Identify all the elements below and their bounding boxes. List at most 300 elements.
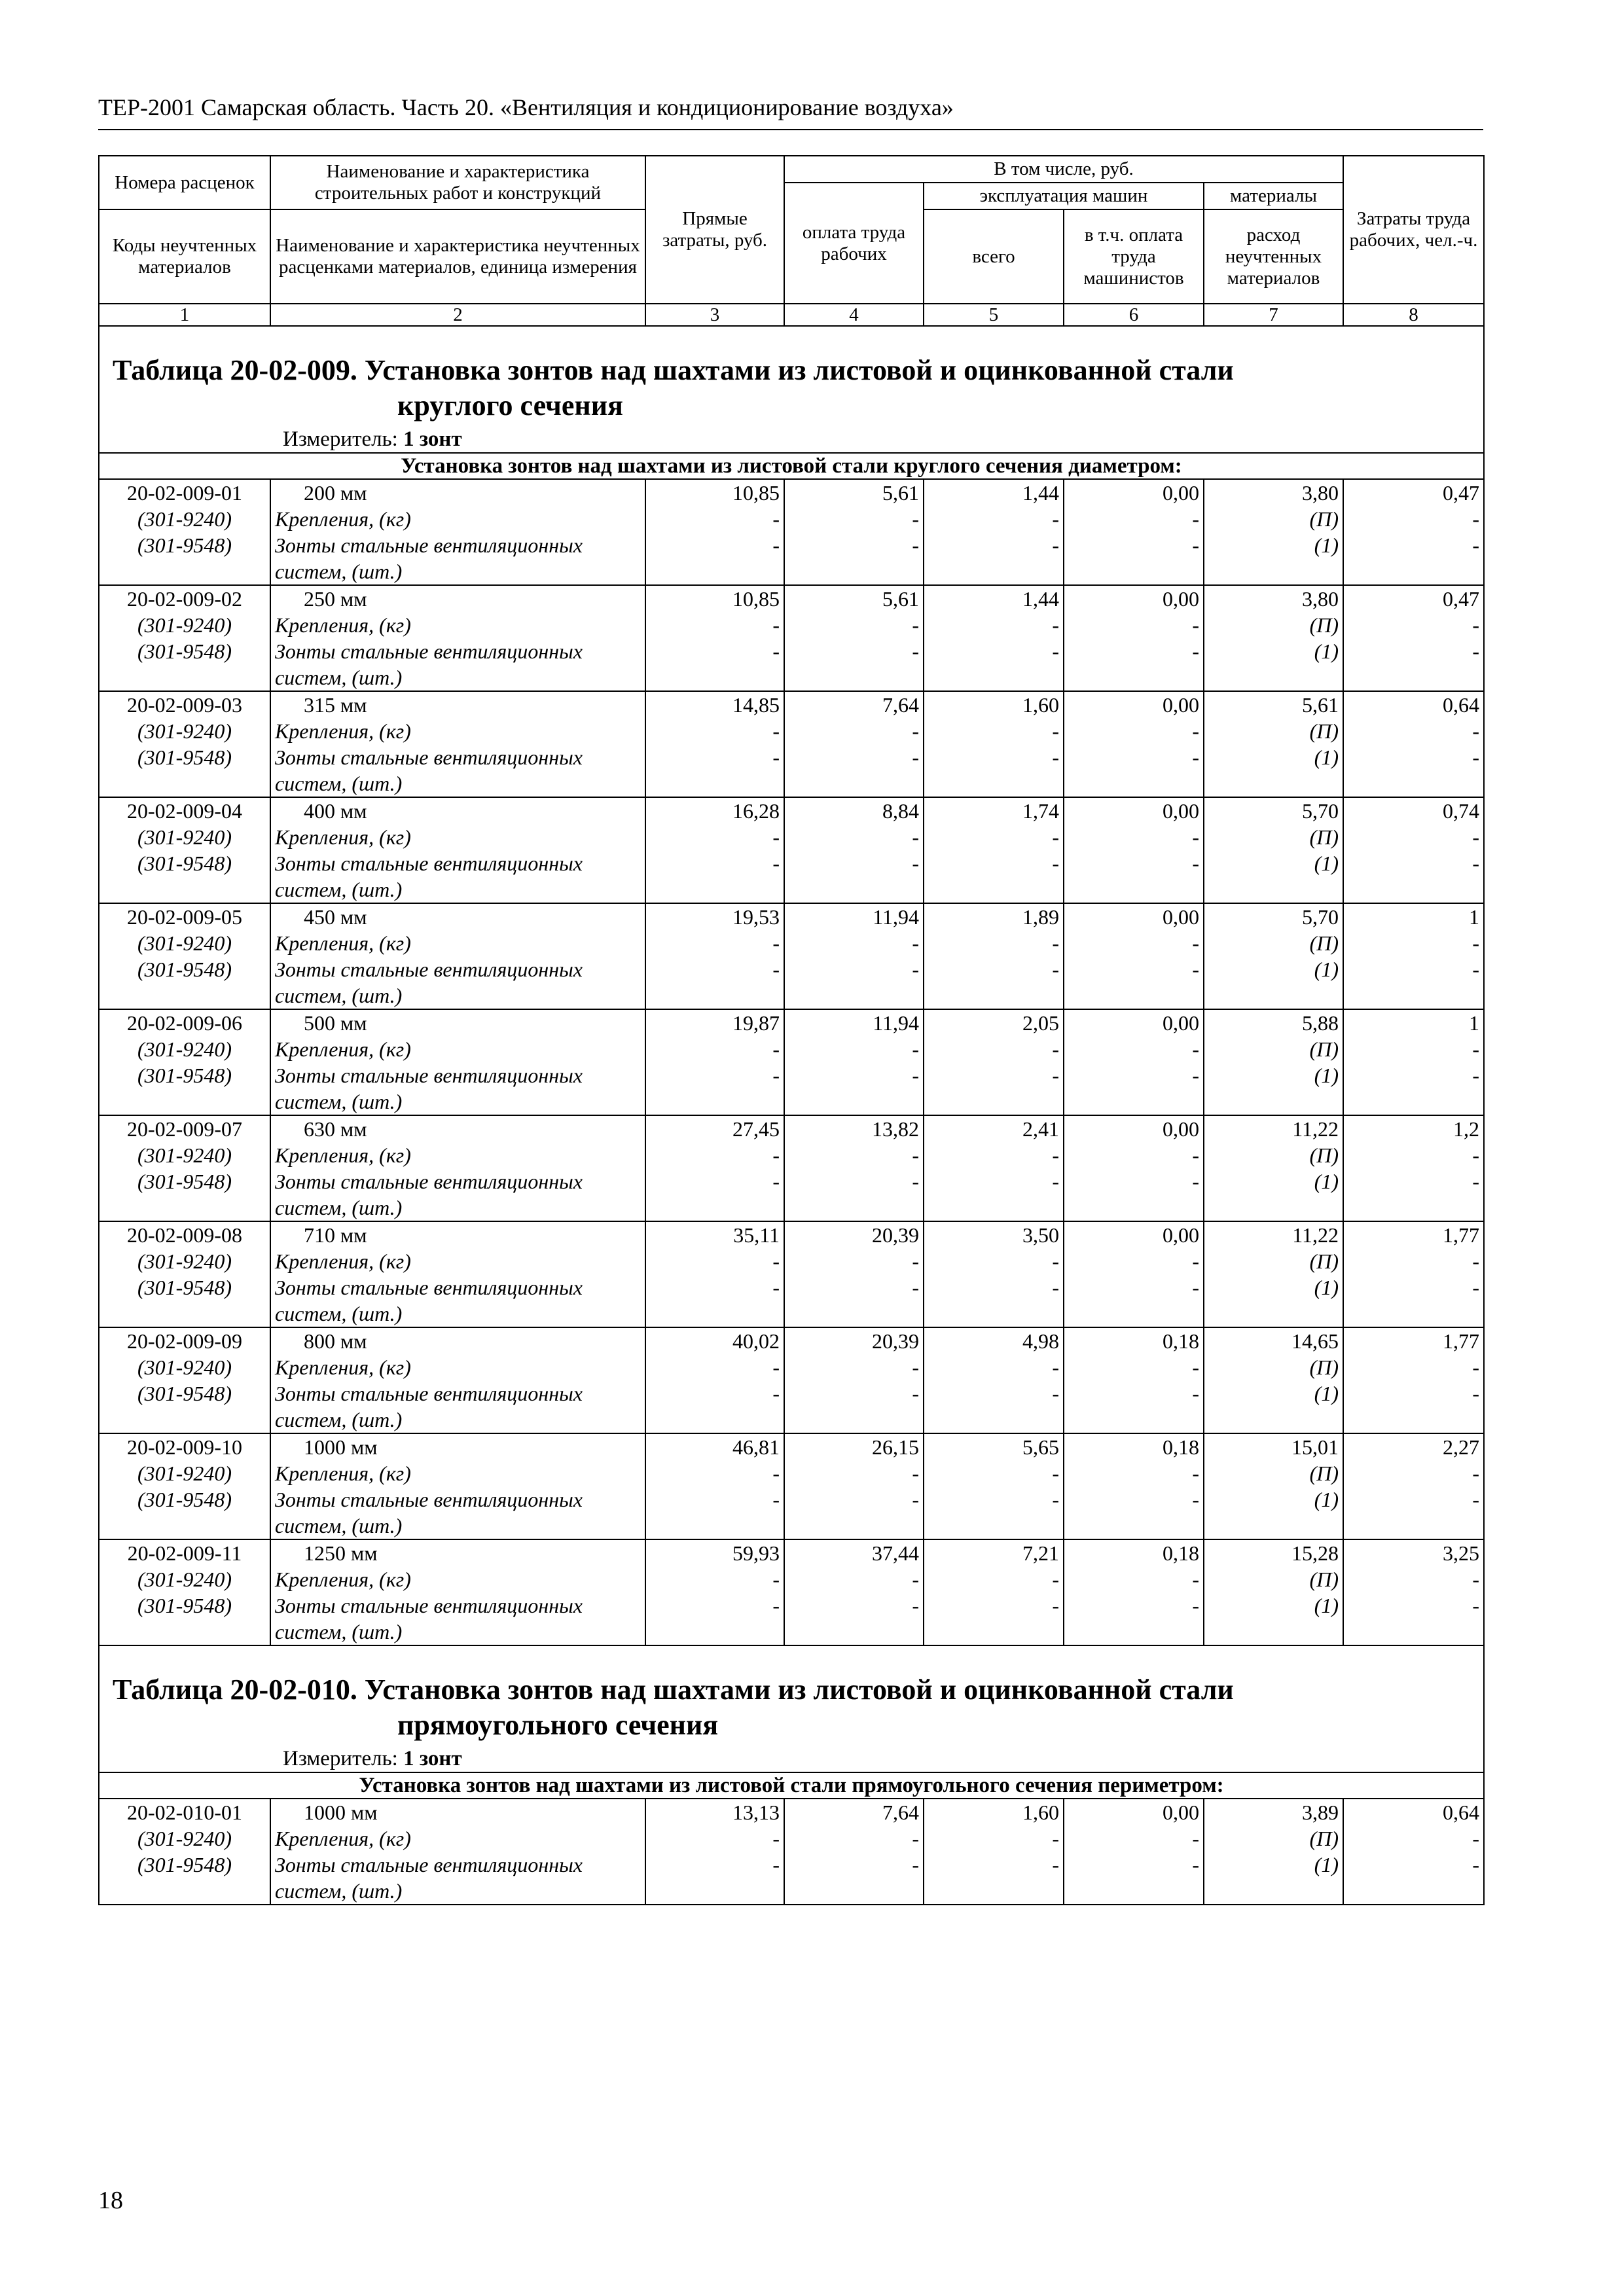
rate-value: 8,84: [784, 797, 924, 824]
value-dash: -: [1064, 1248, 1204, 1274]
value-dash: -: [1064, 1460, 1204, 1486]
rate-value: 0,18: [1064, 1327, 1204, 1354]
value-dash: -: [1343, 1486, 1484, 1513]
rate-value: 14,85: [645, 691, 784, 718]
page-number: 18: [98, 2187, 123, 2214]
material-name: Зонты стальные вентиляционных: [270, 532, 645, 558]
table-section-1: [99, 1645, 1484, 1799]
empty-cell: [1343, 1878, 1484, 1905]
rate-value: 2,05: [924, 1009, 1064, 1036]
value-dash: -: [645, 1486, 784, 1513]
rate-value: 1: [1343, 1009, 1484, 1036]
header-rule: [98, 129, 1483, 130]
material-code: (301-9548): [99, 956, 270, 982]
rate-code: 20-02-009-01: [99, 479, 270, 506]
material-code: (301-9240): [99, 1825, 270, 1852]
value-dash: -: [1064, 930, 1204, 956]
material-name: Крепления, (кг): [270, 506, 645, 532]
rate-value: 7,64: [784, 1799, 924, 1825]
value-dash: -: [924, 532, 1064, 558]
value-dash: -: [924, 930, 1064, 956]
empty-cell: [1204, 1513, 1343, 1539]
material-name: Крепления, (кг): [270, 1566, 645, 1592]
rate-code: 20-02-010-01: [99, 1799, 270, 1825]
empty-cell: [784, 558, 924, 585]
value-dash: -: [1343, 1380, 1484, 1407]
material-name: Зонты стальные вентиляционных: [270, 1852, 645, 1878]
table-header: [99, 156, 1484, 326]
material-name: Крепления, (кг): [270, 1825, 645, 1852]
rate-value: 4,98: [924, 1327, 1064, 1354]
value-dash: -: [645, 532, 784, 558]
material-mark: (П): [1204, 506, 1343, 532]
empty-cell: [924, 1407, 1064, 1433]
section-heading: Установка зонтов над шахтами из листовой стали круглого сечения диаметром:: [99, 453, 1484, 479]
price-table: [98, 155, 1485, 1905]
rate-value: 1,60: [924, 1799, 1064, 1825]
empty-cell: [1064, 1513, 1204, 1539]
material-code: (301-9240): [99, 1566, 270, 1592]
empty-cell: [1343, 1513, 1484, 1539]
rate-value: 5,70: [1204, 903, 1343, 930]
value-dash: -: [645, 1168, 784, 1194]
material-name: Крепления, (кг): [270, 1142, 645, 1168]
material-code: (301-9548): [99, 850, 270, 876]
material-name: Зонты стальные вентиляционных: [270, 1486, 645, 1513]
rate-code: 20-02-009-08: [99, 1221, 270, 1248]
empty-cell: [99, 1878, 270, 1905]
empty-cell: [1204, 1619, 1343, 1645]
empty-cell: [924, 664, 1064, 691]
table-title: [99, 1672, 1484, 1743]
rate-name: 315 мм: [270, 691, 645, 718]
value-dash: -: [784, 612, 924, 638]
value-dash: -: [645, 1036, 784, 1062]
empty-cell: [1343, 876, 1484, 903]
value-dash: -: [1343, 956, 1484, 982]
column-number: 7: [1204, 304, 1343, 326]
empty-cell: [99, 1088, 270, 1115]
empty-cell: [924, 1088, 1064, 1115]
empty-cell: [924, 1513, 1064, 1539]
value-dash: -: [645, 930, 784, 956]
empty-cell: [99, 982, 270, 1009]
empty-cell: [645, 1513, 784, 1539]
value-dash: -: [645, 506, 784, 532]
empty-cell: [99, 1513, 270, 1539]
measure-unit: [99, 423, 1484, 453]
col-unaccounted: расход неучтенных материалов: [1204, 209, 1343, 304]
rate-row: [99, 479, 1484, 585]
rate-row: [99, 797, 1484, 903]
rate-value: 1,44: [924, 479, 1064, 506]
empty-cell: [1204, 1194, 1343, 1221]
value-dash: -: [924, 1460, 1064, 1486]
material-name: Крепления, (кг): [270, 612, 645, 638]
rate-code: 20-02-009-11: [99, 1539, 270, 1566]
material-name-cont: систем, (шт.): [270, 1878, 645, 1905]
table-title-line2: круглого сечения: [397, 389, 623, 422]
material-name: Зонты стальные вентиляционных: [270, 638, 645, 664]
rate-name: 400 мм: [270, 797, 645, 824]
value-dash: -: [784, 1380, 924, 1407]
empty-cell: [1343, 1194, 1484, 1221]
rate-value: 1,74: [924, 797, 1064, 824]
empty-cell: [784, 1194, 924, 1221]
rate-value: 0,00: [1064, 903, 1204, 930]
rate-row: [99, 1327, 1484, 1433]
empty-cell: [645, 1878, 784, 1905]
empty-cell: [924, 1878, 1064, 1905]
rate-value: 7,64: [784, 691, 924, 718]
empty-cell: [99, 1619, 270, 1645]
value-dash: -: [784, 956, 924, 982]
table-title-line1: Таблица 20-02-009. Установка зонтов над шахтами из листовой и оцинкованной стали: [113, 354, 1234, 386]
empty-cell: [645, 1194, 784, 1221]
empty-cell: [1204, 1407, 1343, 1433]
material-name-cont: систем, (шт.): [270, 1619, 645, 1645]
column-number: 6: [1064, 304, 1204, 326]
material-code: (301-9240): [99, 1142, 270, 1168]
value-dash: -: [1064, 506, 1204, 532]
empty-cell: [924, 1300, 1064, 1327]
empty-cell: [1204, 664, 1343, 691]
rate-value: 5,65: [924, 1433, 1064, 1460]
value-dash: -: [645, 1062, 784, 1088]
material-code: (301-9240): [99, 824, 270, 850]
rate-value: 3,50: [924, 1221, 1064, 1248]
rate-code: 20-02-009-10: [99, 1433, 270, 1460]
rate-code: 20-02-009-05: [99, 903, 270, 930]
empty-cell: [645, 876, 784, 903]
col-machine-ops: эксплуатация машин: [924, 183, 1204, 209]
material-code: (301-9240): [99, 612, 270, 638]
rate-value: 0,64: [1343, 691, 1484, 718]
value-dash: -: [645, 1592, 784, 1619]
value-dash: -: [1064, 1852, 1204, 1878]
rate-value: 5,61: [1204, 691, 1343, 718]
material-code: (301-9240): [99, 1460, 270, 1486]
material-mark: (П): [1204, 1825, 1343, 1852]
material-name: Зонты стальные вентиляционных: [270, 744, 645, 770]
col-labor-pay: оплата труда рабочих: [784, 183, 924, 304]
empty-cell: [1204, 1088, 1343, 1115]
rate-value: 1,77: [1343, 1221, 1484, 1248]
col-materials: материалы: [1204, 183, 1343, 209]
measure-unit: [99, 1743, 1484, 1772]
col-rate-no: Номера расценок: [99, 156, 270, 209]
rate-code: 20-02-009-03: [99, 691, 270, 718]
material-code: (301-9548): [99, 744, 270, 770]
material-name: Зонты стальные вентиляционных: [270, 1380, 645, 1407]
empty-cell: [1204, 1300, 1343, 1327]
material-mark: (1): [1204, 532, 1343, 558]
value-dash: -: [645, 824, 784, 850]
value-dash: -: [1343, 532, 1484, 558]
material-mark: (П): [1204, 1142, 1343, 1168]
material-code: (301-9548): [99, 1062, 270, 1088]
empty-cell: [784, 1088, 924, 1115]
rate-value: 0,00: [1064, 1221, 1204, 1248]
column-number: 2: [270, 304, 645, 326]
value-dash: -: [784, 1354, 924, 1380]
table-section-0: [99, 326, 1484, 479]
material-code: (301-9548): [99, 638, 270, 664]
col-including: В том числе, руб.: [784, 156, 1343, 183]
rate-value: 13,13: [645, 1799, 784, 1825]
rate-value: 1,89: [924, 903, 1064, 930]
empty-cell: [645, 558, 784, 585]
empty-cell: [1343, 1300, 1484, 1327]
rate-value: 10,85: [645, 479, 784, 506]
value-dash: -: [645, 1460, 784, 1486]
empty-cell: [1064, 982, 1204, 1009]
value-dash: -: [1064, 1486, 1204, 1513]
value-dash: -: [924, 1274, 1064, 1300]
value-dash: -: [784, 532, 924, 558]
value-dash: -: [1343, 1142, 1484, 1168]
value-dash: -: [784, 824, 924, 850]
empty-cell: [99, 770, 270, 797]
value-dash: -: [1343, 506, 1484, 532]
empty-cell: [645, 1619, 784, 1645]
empty-cell: [784, 1407, 924, 1433]
value-dash: -: [1064, 1274, 1204, 1300]
empty-cell: [645, 982, 784, 1009]
value-dash: -: [1343, 1852, 1484, 1878]
value-dash: -: [1064, 1142, 1204, 1168]
empty-cell: [645, 1407, 784, 1433]
column-number: 4: [784, 304, 924, 326]
value-dash: -: [784, 1248, 924, 1274]
rate-value: 0,74: [1343, 797, 1484, 824]
rate-value: 40,02: [645, 1327, 784, 1354]
value-dash: -: [784, 1274, 924, 1300]
empty-cell: [1064, 770, 1204, 797]
material-name: Крепления, (кг): [270, 1248, 645, 1274]
value-dash: -: [1343, 1062, 1484, 1088]
value-dash: -: [924, 850, 1064, 876]
col-material-name: Наименование и характеристика неучтенных расценками материалов, единица измерения: [270, 209, 645, 304]
material-name-cont: систем, (шт.): [270, 770, 645, 797]
material-mark: (П): [1204, 1354, 1343, 1380]
rate-value: 16,28: [645, 797, 784, 824]
value-dash: -: [1064, 1062, 1204, 1088]
material-name-cont: систем, (шт.): [270, 1194, 645, 1221]
value-dash: -: [1343, 612, 1484, 638]
value-dash: -: [784, 1486, 924, 1513]
value-dash: -: [645, 850, 784, 876]
value-dash: -: [784, 930, 924, 956]
material-mark: (1): [1204, 638, 1343, 664]
rate-code: 20-02-009-09: [99, 1327, 270, 1354]
rate-value: 0,00: [1064, 1799, 1204, 1825]
value-dash: -: [1343, 850, 1484, 876]
rate-name: 800 мм: [270, 1327, 645, 1354]
empty-cell: [99, 664, 270, 691]
rate-row: [99, 1799, 1484, 1905]
rate-value: 1,2: [1343, 1115, 1484, 1142]
material-name: Зонты стальные вентиляционных: [270, 1274, 645, 1300]
value-dash: -: [784, 718, 924, 744]
empty-cell: [1204, 558, 1343, 585]
rate-row: [99, 1433, 1484, 1539]
value-dash: -: [784, 1460, 924, 1486]
material-name: Крепления, (кг): [270, 824, 645, 850]
rate-code: 20-02-009-07: [99, 1115, 270, 1142]
col-codes: Коды неучтенных материалов: [99, 209, 270, 304]
table-title-text: [99, 353, 1483, 423]
rate-value: 0,47: [1343, 479, 1484, 506]
empty-cell: [1343, 1407, 1484, 1433]
material-mark: (1): [1204, 1274, 1343, 1300]
col-total: всего: [924, 209, 1064, 304]
material-name: Крепления, (кг): [270, 718, 645, 744]
value-dash: -: [924, 1036, 1064, 1062]
value-dash: -: [1064, 1354, 1204, 1380]
empty-cell: [784, 1619, 924, 1645]
rate-code: 20-02-009-02: [99, 585, 270, 612]
material-code: (301-9548): [99, 1168, 270, 1194]
value-dash: -: [645, 1354, 784, 1380]
value-dash: -: [1064, 532, 1204, 558]
rate-value: 14,65: [1204, 1327, 1343, 1354]
value-dash: -: [924, 612, 1064, 638]
empty-cell: [1204, 876, 1343, 903]
rate-value: 3,80: [1204, 479, 1343, 506]
material-name: Зонты стальные вентиляционных: [270, 1592, 645, 1619]
value-dash: -: [1343, 638, 1484, 664]
empty-cell: [1064, 1088, 1204, 1115]
rate-name: 710 мм: [270, 1221, 645, 1248]
material-name-cont: систем, (шт.): [270, 876, 645, 903]
empty-cell: [1064, 1619, 1204, 1645]
material-code: (301-9548): [99, 1274, 270, 1300]
rate-code: 20-02-009-06: [99, 1009, 270, 1036]
rate-value: 0,00: [1064, 797, 1204, 824]
rate-value: 15,01: [1204, 1433, 1343, 1460]
material-code: (301-9240): [99, 1354, 270, 1380]
material-name: Крепления, (кг): [270, 1460, 645, 1486]
value-dash: -: [645, 1248, 784, 1274]
material-mark: (1): [1204, 956, 1343, 982]
empty-cell: [1064, 1194, 1204, 1221]
material-code: (301-9548): [99, 1380, 270, 1407]
rate-value: 5,61: [784, 479, 924, 506]
material-name-cont: систем, (шт.): [270, 982, 645, 1009]
material-mark: (1): [1204, 744, 1343, 770]
value-dash: -: [924, 1380, 1064, 1407]
value-dash: -: [1064, 850, 1204, 876]
empty-cell: [1064, 876, 1204, 903]
material-mark: (П): [1204, 612, 1343, 638]
empty-cell: [99, 1300, 270, 1327]
value-dash: -: [784, 744, 924, 770]
rate-value: 2,41: [924, 1115, 1064, 1142]
empty-cell: [1204, 770, 1343, 797]
rate-value: 1: [1343, 903, 1484, 930]
rate-value: 0,00: [1064, 1009, 1204, 1036]
value-dash: -: [1343, 1168, 1484, 1194]
rate-value: 0,47: [1343, 585, 1484, 612]
section-heading: Установка зонтов над шахтами из листовой стали прямоугольного сечения периметром:: [99, 1772, 1484, 1799]
material-mark: (П): [1204, 824, 1343, 850]
rate-value: 3,25: [1343, 1539, 1484, 1566]
empty-cell: [645, 1300, 784, 1327]
table-title-line2: прямоугольного сечения: [397, 1709, 719, 1741]
material-mark: (1): [1204, 1592, 1343, 1619]
empty-cell: [99, 1194, 270, 1221]
rate-value: 2,27: [1343, 1433, 1484, 1460]
rate-value: 10,85: [645, 585, 784, 612]
value-dash: -: [645, 638, 784, 664]
material-code: (301-9240): [99, 1036, 270, 1062]
value-dash: -: [1343, 1354, 1484, 1380]
table-title: [99, 353, 1484, 423]
table-title-text: [99, 1672, 1483, 1743]
col-machinist-pay: в т.ч. оплата труда машинистов: [1064, 209, 1204, 304]
empty-cell: [1343, 982, 1484, 1009]
page-header: ТЕР-2001 Самарская область. Часть 20. «Вентиляция и кондиционирование воздуха»: [98, 94, 954, 120]
rate-value: 5,61: [784, 585, 924, 612]
value-dash: -: [1064, 612, 1204, 638]
material-mark: (1): [1204, 1062, 1343, 1088]
empty-cell: [784, 982, 924, 1009]
rate-row: [99, 1115, 1484, 1221]
column-numbers-row: [99, 304, 1484, 326]
rate-value: 0,00: [1064, 479, 1204, 506]
col-labor-costs: Затраты труда рабочих, чел.-ч.: [1343, 156, 1484, 304]
value-dash: -: [924, 1825, 1064, 1852]
column-number: 5: [924, 304, 1064, 326]
measure-label: Измеритель:: [283, 427, 398, 451]
material-code: (301-9548): [99, 1852, 270, 1878]
value-dash: -: [924, 1486, 1064, 1513]
value-dash: -: [645, 718, 784, 744]
rate-value: 20,39: [784, 1327, 924, 1354]
value-dash: -: [645, 1825, 784, 1852]
material-name: Зонты стальные вентиляционных: [270, 850, 645, 876]
value-dash: -: [645, 956, 784, 982]
material-name: Крепления, (кг): [270, 1354, 645, 1380]
spacer: [99, 326, 1484, 353]
empty-cell: [1064, 1300, 1204, 1327]
value-dash: -: [1343, 1460, 1484, 1486]
value-dash: -: [1064, 824, 1204, 850]
value-dash: -: [924, 824, 1064, 850]
value-dash: -: [784, 1036, 924, 1062]
rate-value: 11,22: [1204, 1221, 1343, 1248]
value-dash: -: [924, 1592, 1064, 1619]
rate-value: 11,22: [1204, 1115, 1343, 1142]
rate-name: 200 мм: [270, 479, 645, 506]
rate-name: 500 мм: [270, 1009, 645, 1036]
rate-value: 0,18: [1064, 1539, 1204, 1566]
material-name-cont: систем, (шт.): [270, 558, 645, 585]
rate-value: 0,00: [1064, 1115, 1204, 1142]
rate-value: 37,44: [784, 1539, 924, 1566]
value-dash: -: [924, 1168, 1064, 1194]
material-name-cont: систем, (шт.): [270, 1407, 645, 1433]
empty-cell: [1064, 1878, 1204, 1905]
value-dash: -: [1064, 1036, 1204, 1062]
value-dash: -: [924, 1852, 1064, 1878]
rate-code: 20-02-009-04: [99, 797, 270, 824]
value-dash: -: [1343, 718, 1484, 744]
empty-cell: [1064, 558, 1204, 585]
empty-cell: [1204, 982, 1343, 1009]
material-mark: (1): [1204, 1380, 1343, 1407]
